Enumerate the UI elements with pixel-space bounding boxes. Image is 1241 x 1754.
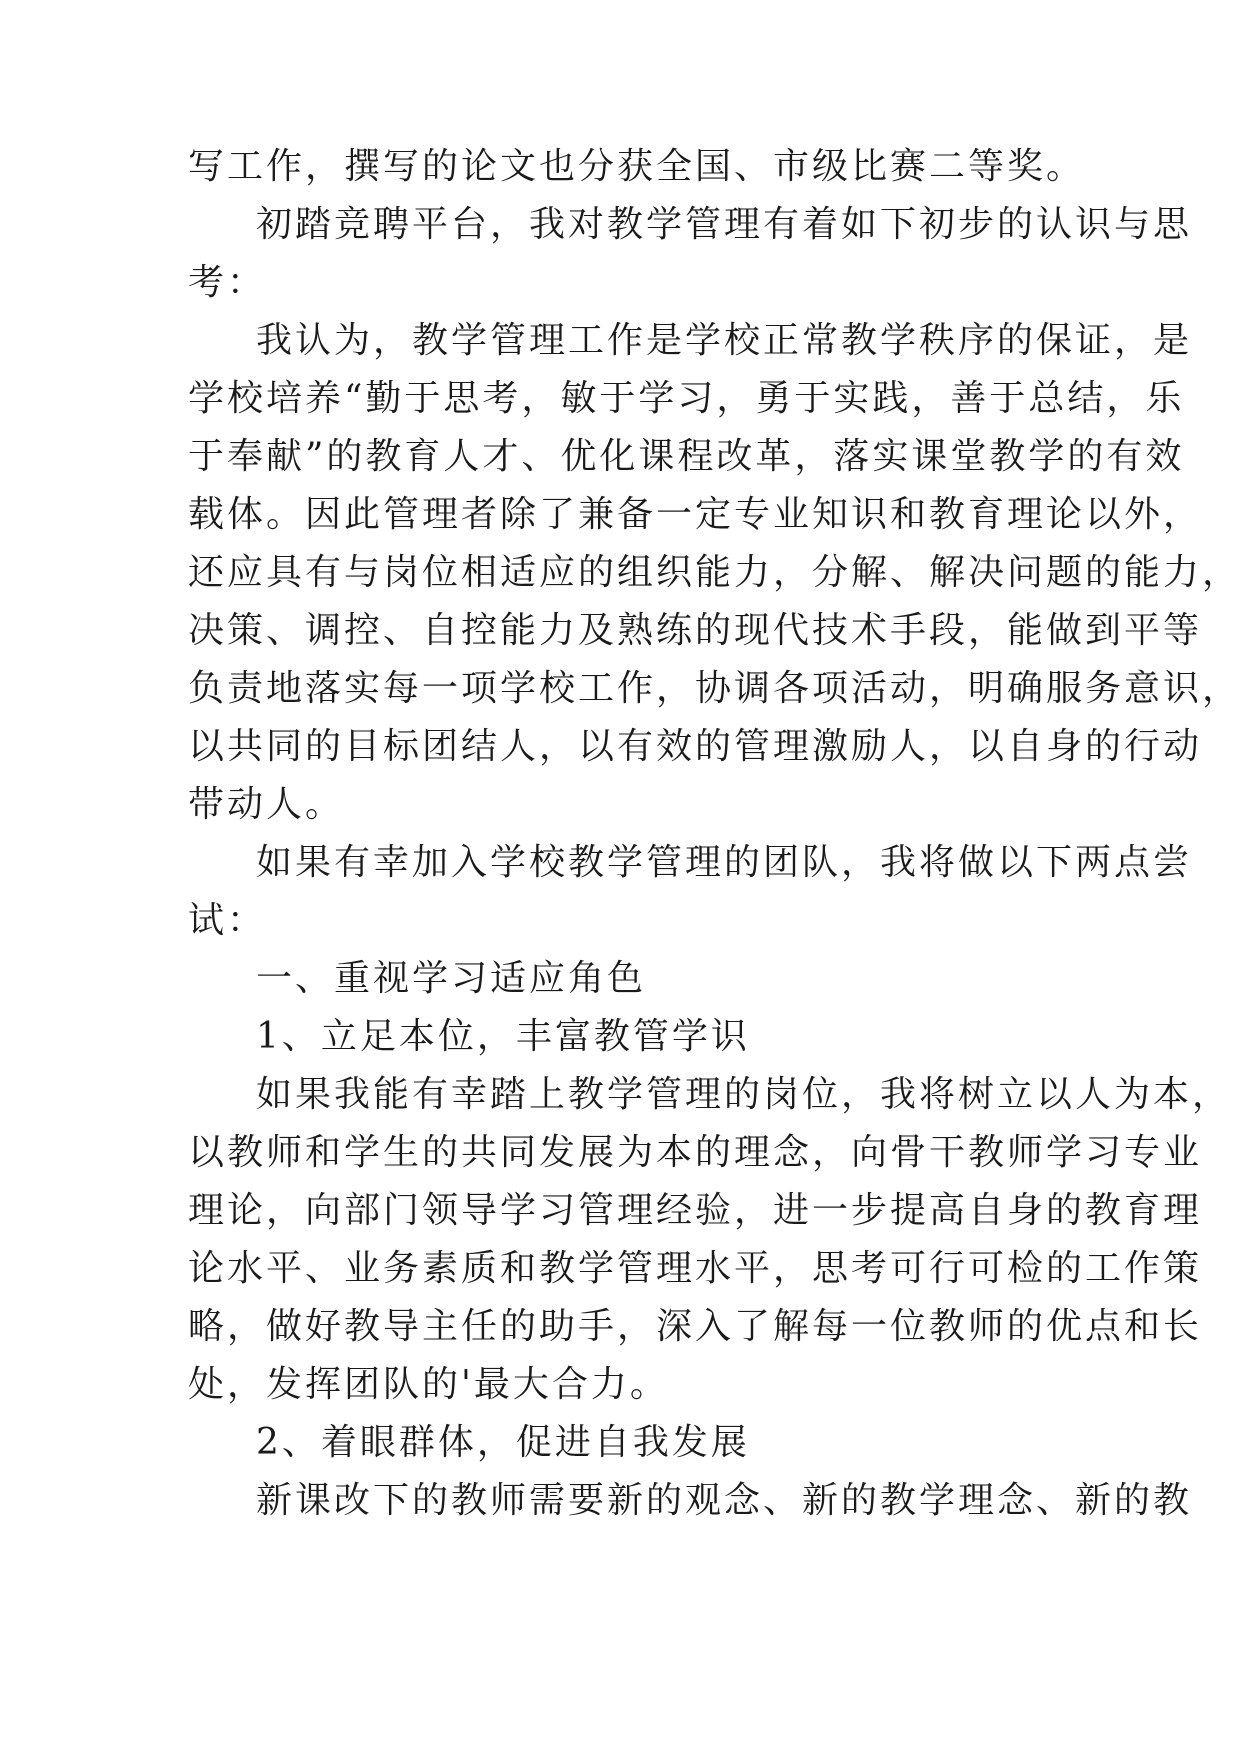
- text-line: 论水平、业务素质和教学管理水平，思考可行可检的工作策: [188, 1248, 1203, 1289]
- text-line: 处，发挥团队的'最大合力。: [188, 1364, 669, 1405]
- text-line: 载体。因此管理者除了兼备一定专业知识和教育理论以外，: [188, 494, 1203, 535]
- text-line: 以共同的目标团结人，以有效的管理激励人，以自身的行动: [188, 726, 1203, 767]
- text-line: 带动人。: [188, 784, 345, 825]
- text-line: 略，做好教导主任的助手，深入了解每一位教师的优点和长: [188, 1306, 1203, 1347]
- text-line: 负责地落实每一项学校工作，协调各项活动，明确服务意识，: [188, 668, 1241, 709]
- text-line: 于奉献”的教育人才、优化课程改革，落实课堂教学的有效: [188, 436, 1185, 477]
- text-line: 如果我能有幸踏上教学管理的岗位，我将树立以人为本，: [256, 1074, 1232, 1115]
- text-line: 初踏竞聘平台，我对教学管理有着如下初步的认识与思: [256, 204, 1193, 245]
- text-line: 考：: [188, 262, 267, 303]
- text-line: 还应具有与岗位相适应的组织能力，分解、解决问题的能力，: [188, 552, 1241, 593]
- text-line: 如果有幸加入学校教学管理的团队，我将做以下两点尝: [256, 842, 1193, 883]
- text-line: 决策、调控、自控能力及熟练的现代技术手段，能做到平等: [188, 610, 1203, 651]
- subsection-heading: 2、着眼群体，促进自我发展: [256, 1422, 750, 1463]
- subsection-heading: 1、立足本位，丰富教管学识: [256, 1016, 750, 1057]
- text-line: 新课改下的教师需要新的观念、新的教学理念、新的教: [256, 1480, 1193, 1521]
- section-heading: 一、重视学习适应角色: [256, 958, 647, 999]
- text-line: 我认为，教学管理工作是学校正常教学秩序的保证，是: [256, 320, 1193, 361]
- text-line: 写工作，撰写的论文也分获全国、市级比赛二等奖。: [188, 146, 1086, 187]
- text-line: 试：: [188, 900, 267, 941]
- text-line: 以教师和学生的共同发展为本的理念，向骨干教师学习专业: [188, 1132, 1203, 1173]
- text-line: 理论，向部门领导学习管理经验，进一步提高自身的教育理: [188, 1190, 1203, 1231]
- text-line: 学校培养“勤于思考，敏于学习，勇于实践，善于总结，乐: [188, 378, 1185, 419]
